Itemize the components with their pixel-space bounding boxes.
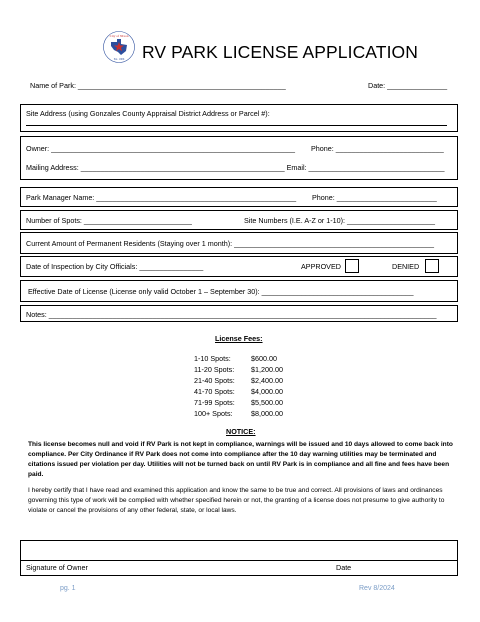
logo-text-bottom: Est. 1906 [113,58,125,61]
owner-phone-field[interactable]: Phone: ___________________________ [311,144,444,153]
page-number: pg. 1 [60,585,76,592]
date-field[interactable]: Date: _______________ [368,81,448,90]
inspection-date-field[interactable]: Date of Inspection by City Officials: ________________ [26,262,204,271]
fee-row-value: $600.00 [251,354,277,363]
logo-text-top: City of Nixon [109,34,129,38]
fee-row-label: 100+ Spots: [194,409,233,418]
approved-checkbox[interactable] [345,259,359,273]
signature-owner-label: Signature of Owner [26,563,88,572]
fee-row-label: 11-20 Spots: [194,365,235,374]
fee-row-label: 41-70 Spots: [194,387,235,396]
revision-label: Rev 8/2024 [359,585,395,592]
site-address-line[interactable] [26,125,447,126]
fee-row-label: 21-40 Spots: [194,376,235,385]
certification-text: I hereby certify that I have read and examined this application and know the same to be true and correct. All provisions of laws and ordinances governing this type of work will be complied with whether specified herein or not, the granting of a license does not presume to give authority to violate or cancel the provisions of any other federal, state, or local laws. [28,487,445,514]
denied-checkbox[interactable] [425,259,439,273]
fee-row-value: $4,000.00 [251,387,283,396]
fee-row-label: 1-10 Spots: [194,354,231,363]
manager-field[interactable]: Park Manager Name: __________________________________________________ [26,193,297,202]
effective-date-field[interactable]: Effective Date of License (License only valid October 1 – September 30): ______________________________________ [28,287,414,296]
site-numbers-field[interactable]: Site Numbers (I.E. A-Z or 1-10): ______________________ [244,216,435,225]
fee-row-value: $8,000.00 [251,409,283,418]
owner-field[interactable]: Owner: _____________________________________________________________ [26,144,296,153]
fee-row-label: 71-99 Spots: [194,398,235,407]
park-name-field[interactable]: Name of Park: ____________________________________________________ [30,81,286,90]
denied-label: DENIED [392,262,420,271]
manager-phone-field[interactable]: Phone: _________________________ [312,193,437,202]
page-title: RV PARK LICENSE APPLICATION [142,42,418,62]
site-address-label: Site Address (using Gonzales County Appraisal District Address or Parcel #): [26,109,270,118]
license-fees-title: License Fees: [215,334,263,343]
city-seal-logo [102,30,136,64]
signature-date-label: Date [336,563,352,572]
notice-title: NOTICE: [226,427,256,436]
notice-text: This license becomes null and void if RV Park is not kept in compliance, warnings will be issued and 10 days allowed to come back into compliance. Per City Ordinance if RV Park does not come into compliance after the 10 day warning utilities may be terminated and citations issued per violation per day. Utilities will not be turned back on until RV Park is in compliance and all fine and fees have been paid. [28,441,453,478]
notes-field[interactable]: Notes: _________________________________________________________________________________________________ [26,310,437,319]
fee-row-value: $5,500.00 [251,398,283,407]
fee-row-value: $1,200.00 [251,365,283,374]
mailing-address-field[interactable]: Mailing Address: ___________________________________________________ Email: __________________________________ [26,163,445,172]
number-of-spots-field[interactable]: Number of Spots: ___________________________ [26,216,192,225]
owner-box [20,136,458,180]
signature-line[interactable] [20,560,458,561]
approved-label: APPROVED [301,262,341,271]
fee-row-value: $2,400.00 [251,376,283,385]
residents-field[interactable]: Current Amount of Permanent Residents (Staying over 1 month): __________________________________________________ [26,239,435,248]
